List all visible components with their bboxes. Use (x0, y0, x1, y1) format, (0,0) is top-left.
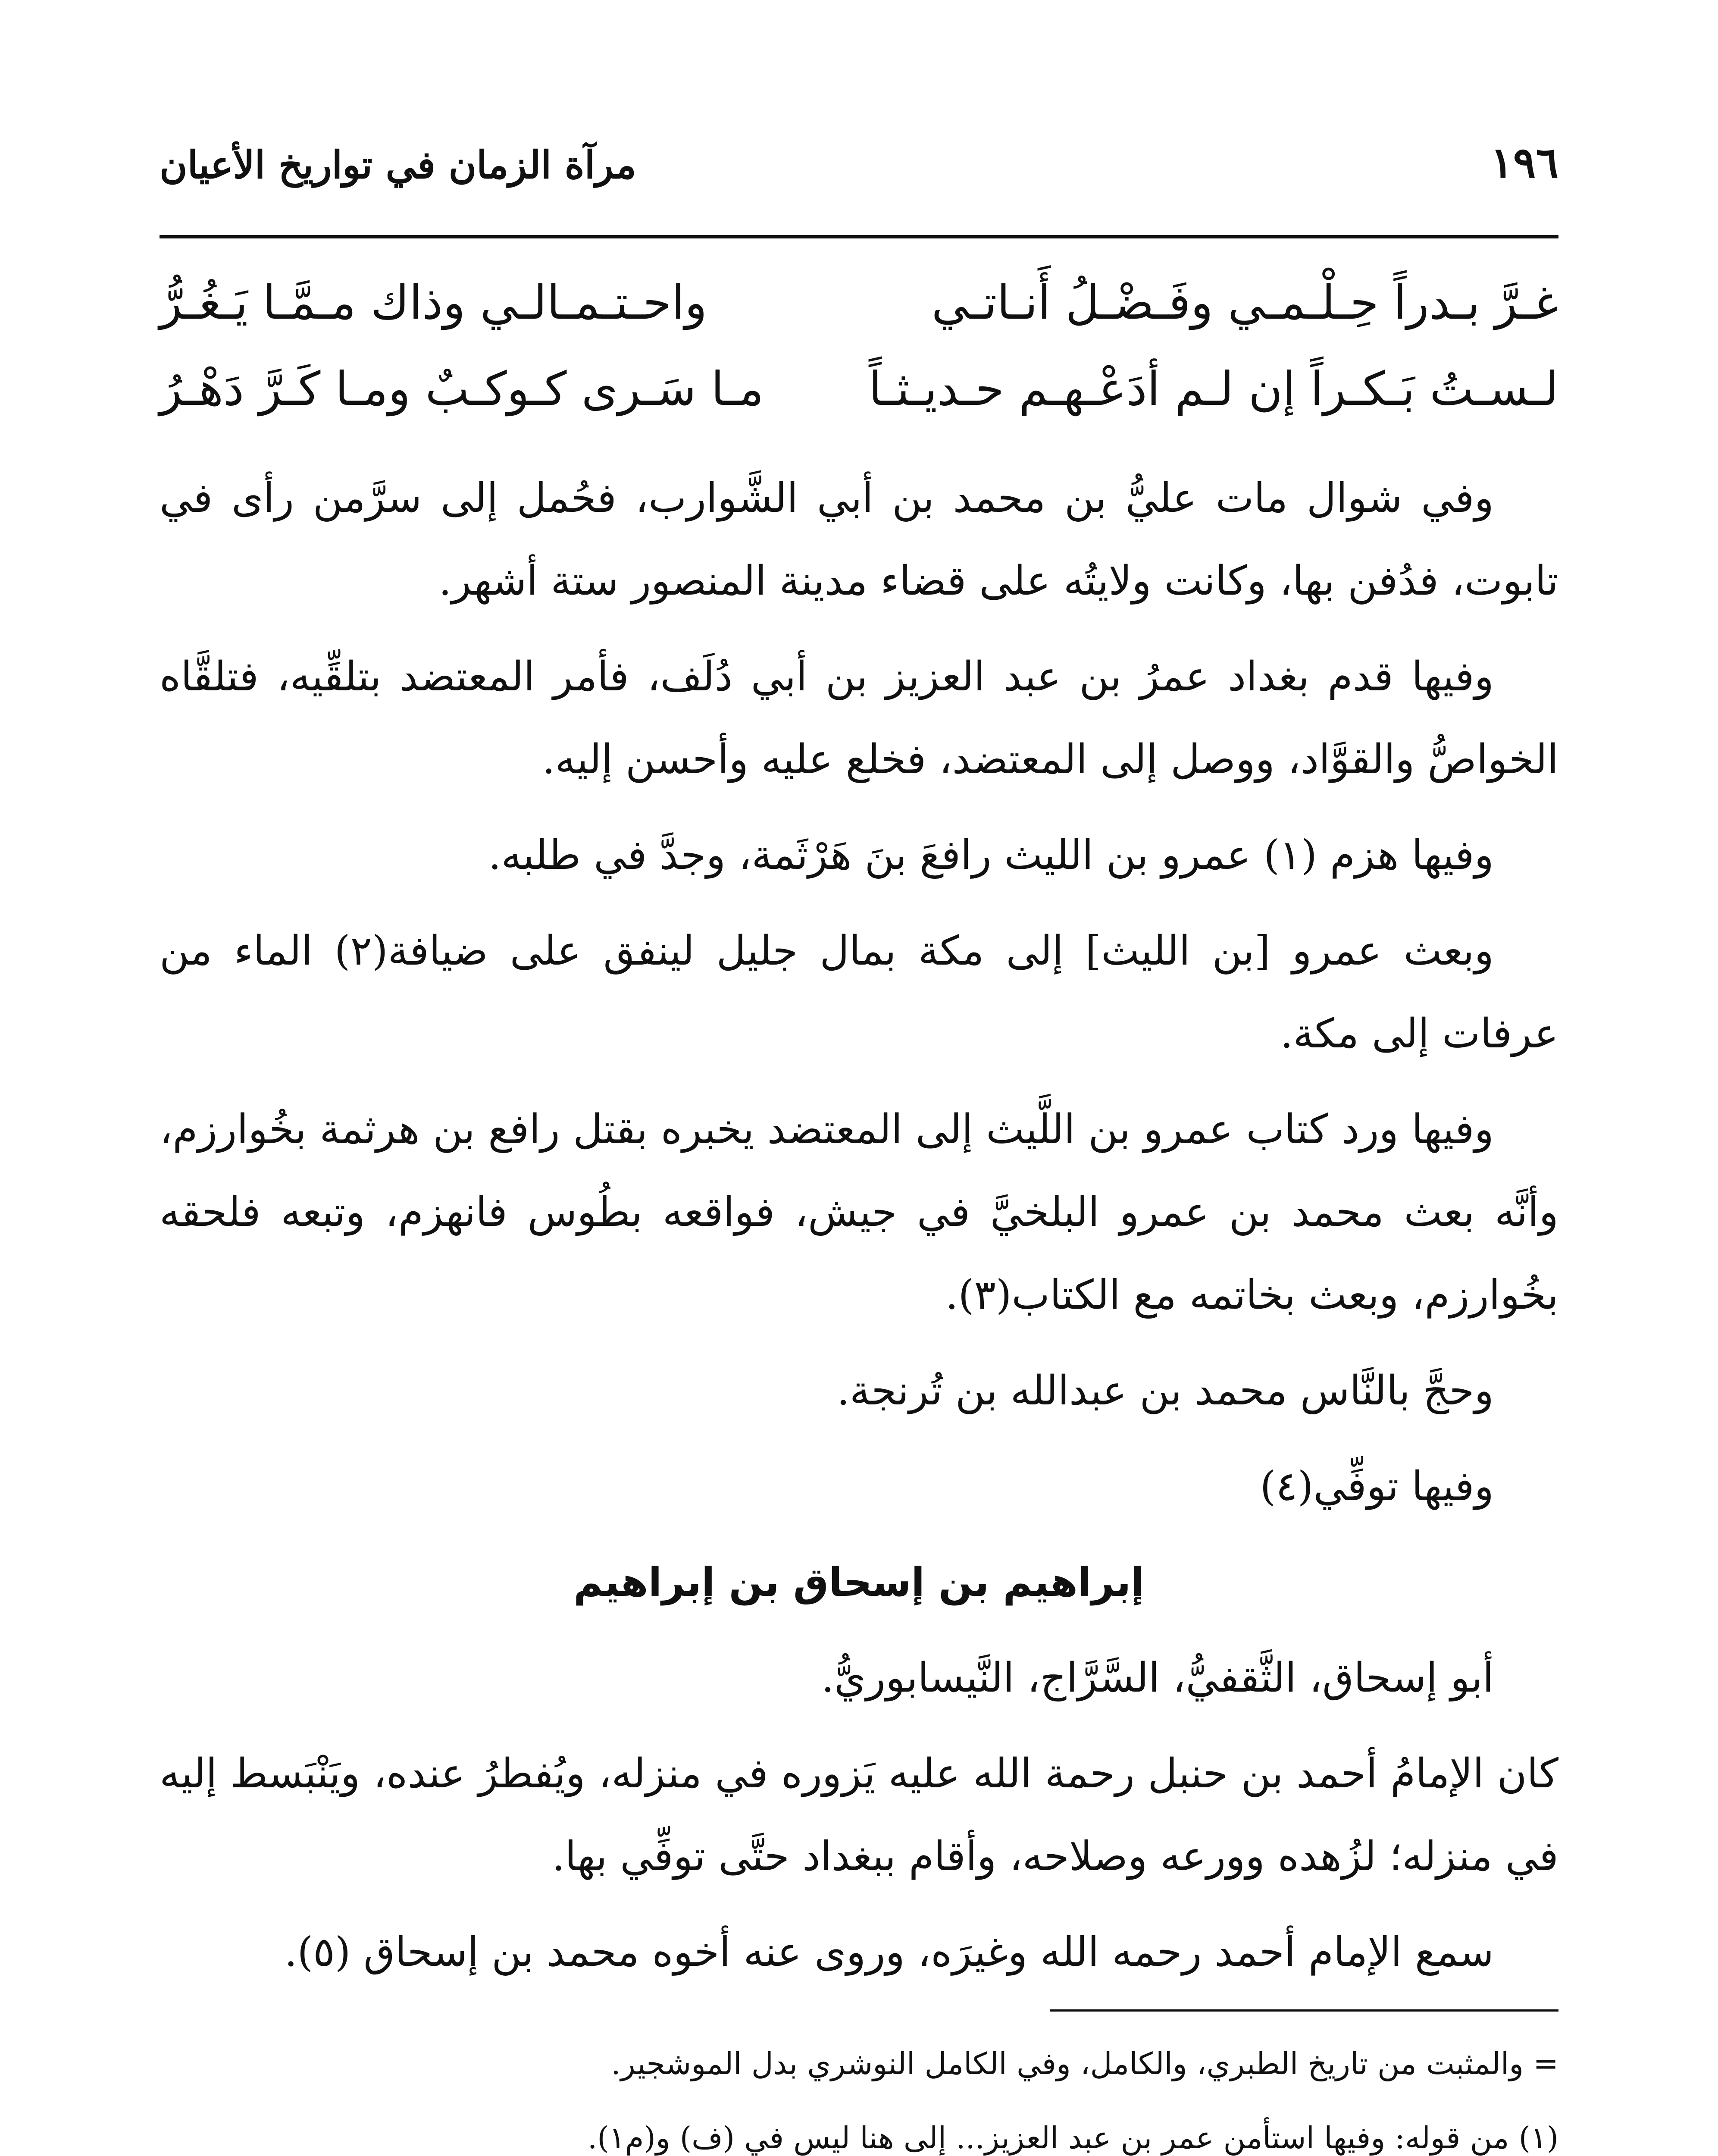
paragraph: وفيها هزم (١) عمرو بن الليث رافعَ بنَ هَرْثَمة، وجدَّ في طلبه. (488, 832, 1494, 879)
footnote: = والمثبت من تاريخ الطبري، والكامل، وفي الكامل النوشري بدل الموشجير. (611, 2046, 1558, 2081)
body-text (160, 457, 1558, 2007)
verse-first-hemistich: لـسـتُ بَـكـراً إن لـم أدَعْـهـم حـديـثـاً (869, 362, 1558, 416)
running-title: مرآة الزمان في تواريخ الأعيان (160, 142, 636, 187)
header-rule (160, 235, 1558, 238)
verse-line (160, 276, 1558, 341)
footnote-rule (1050, 2009, 1558, 2012)
biography-heading: إبراهيم بن إسحاق بن إبراهيم (573, 1559, 1145, 1605)
footnotes (160, 2027, 1558, 2156)
verse-line (160, 362, 1558, 427)
paragraph: وفيها ورد كتاب عمرو بن اللَّيث إلى المعتضد يخبره بقتل رافع بن هرثمة بخُوارزم، وأنَّه بعث محمد بن عمرو البلخيَّ في جيش، فواقعه بطُوس فانهزم، وتبعه فلحقه بخُوارزم، وبعث بخاتمه مع الكتاب(٣). (160, 1106, 1558, 1319)
paragraph: وفيها توفِّي(٤) (1260, 1463, 1494, 1510)
footnote: (١) من قوله: وفيها استأمن عمر بن عبد العزيز... إلى هنا ليس في (ف) و(م١). (588, 2120, 1558, 2156)
paragraph: وبعث عمرو [بن الليث] إلى مكة بمال جليل لينفق على ضيافة(٢) الماء من عرفات إلى مكة. (160, 928, 1558, 1057)
page-number: ١٩٦ (1490, 138, 1558, 188)
paragraph: سمع الإمام أحمد رحمه الله وغيرَه، وروى عنه أخوه محمد بن إسحاق (٥). (284, 1929, 1494, 1976)
paragraph: وفي شوال مات عليُّ بن محمد بن أبي الشَّوارب، فحُمل إلى سرَّمن رأى في تابوت، فدُفن بها، وكانت ولايتُه على قضاء مدينة المنصور ستة أشهر. (160, 475, 1558, 605)
paragraph: أبو إسحاق، الثَّقفيُّ، السَّرَّاج، النَّيسابوريُّ. (821, 1655, 1494, 1702)
verse-second-hemistich: واحـتـمـالـي وذاك مـمَّـا يَـغُـرُّ (160, 276, 707, 330)
paragraph: وحجَّ بالنَّاس محمد بن عبدالله بن تُرنجة. (836, 1367, 1494, 1414)
paragraph: وفيها قدم بغداد عمرُ بن عبد العزيز بن أبي دُلَف، فأمر المعتضد بتلقِّيه، فتلقَّاه الخواصُّ والقوَّاد، ووصل إلى المعتضد، فخلع عليه وأحسن إليه. (160, 653, 1558, 783)
verse-first-hemistich: غـرَّ بـدراً حِـلْـمـي وفَـضْـلُ أَنـاتـي (931, 276, 1558, 330)
paragraph: كان الإمامُ أحمد بن حنبل رحمة الله عليه يَزوره في منزله، ويُفطرُ عنده، ويَنْبَسط إليه في منزله؛ لزُهده وورعه وصلاحه، وأقام ببغداد حتَّى توفِّي بها. (160, 1750, 1558, 1880)
verse-second-hemistich: مـا سَـرى كـوكـبٌ ومـا كَـرَّ دَهْـرُ (160, 362, 764, 416)
page-header (160, 129, 1558, 216)
